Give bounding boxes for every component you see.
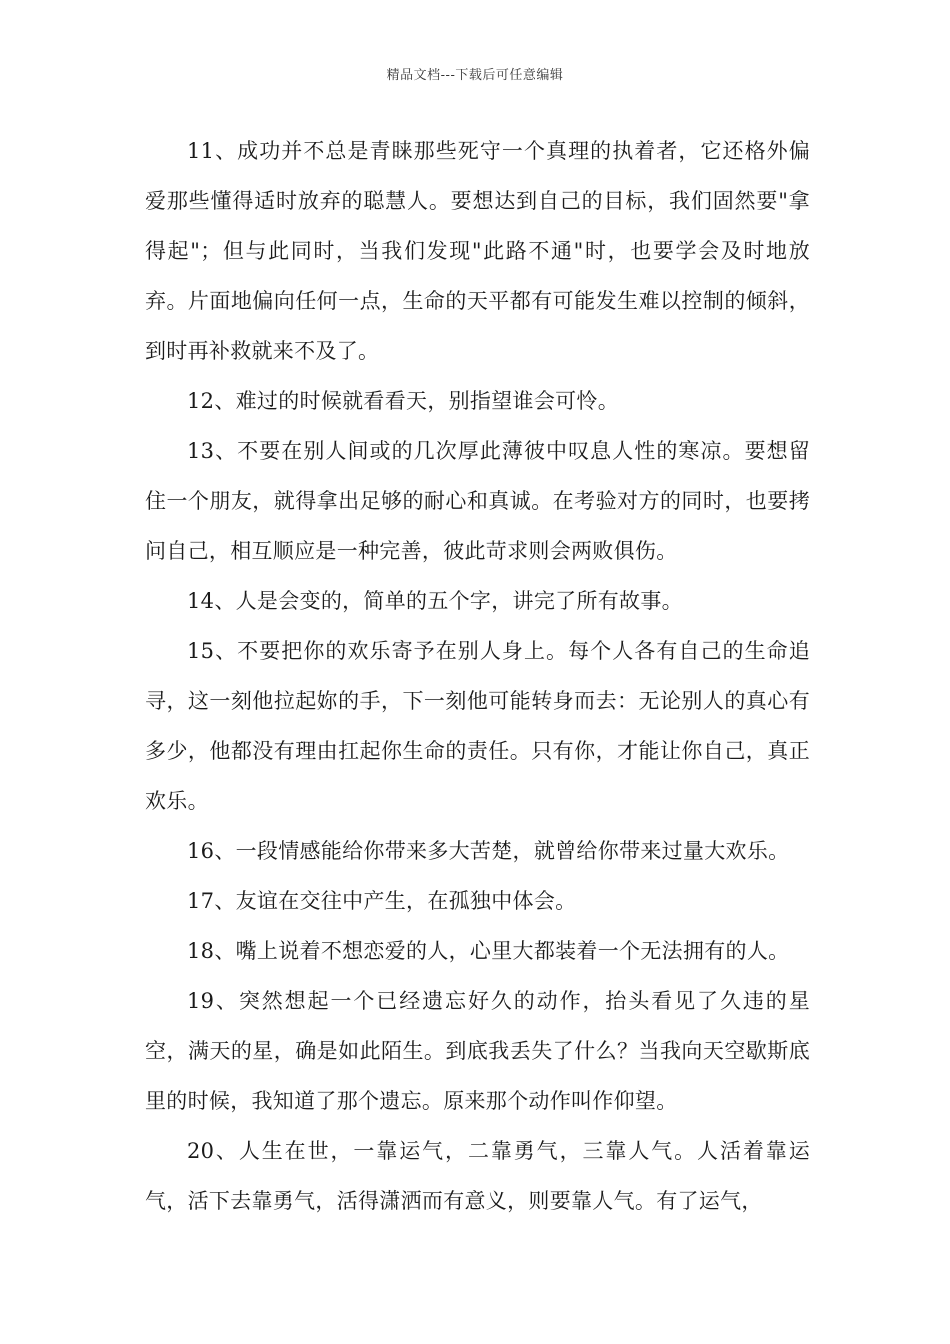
document-body: [145, 126, 810, 1226]
paragraph-11: 11、成功并不总是青睐那些死守一个真理的执着者，它还格外偏爱那些懂得适时放弃的聪慧人。要想达到自己的目标，我们固然要"拿得起"；但与此同时，当我们发现"此路不通"时，也要学会及时地放弃。片面地偏向任何一点，生命的天平都有可能发生难以控制的倾斜，到时再补救就来不及了。: [145, 139, 810, 363]
paragraph-12: 12、难过的时候就看看天，别指望谁会可怜。: [187, 389, 620, 413]
paragraph-19: 19、突然想起一个已经遗忘好久的动作，抬头看见了久违的星空，满天的星，确是如此陌生。到底我丢失了什么？当我向天空歇斯底里的时候，我知道了那个遗忘。原来那个动作叫作仰望。: [145, 989, 810, 1113]
paragraph-20: 20、人生在世，一靠运气，二靠勇气，三靠人气。人活着靠运气，活下去靠勇气，活得潇洒而有意义，则要靠人气。有了运气，: [145, 1139, 810, 1213]
page-header: 精品文档---下载后可任意编辑: [386, 68, 564, 83]
paragraph-16: 16、一段情感能给你带来多大苦楚，就曾给你带来过量大欢乐。: [187, 839, 790, 863]
paragraph-14: 14、人是会变的，简单的五个字，讲完了所有故事。: [187, 589, 683, 613]
paragraph-18: 18、嘴上说着不想恋爱的人，心里大都装着一个无法拥有的人。: [187, 939, 790, 963]
paragraph-17: 17、友谊在交往中产生，在孤独中体会。: [187, 889, 577, 913]
paragraph-15: 15、不要把你的欢乐寄予在别人身上。每个人各有自己的生命追寻，这一刻他拉起妳的手，下一刻他可能转身而去：无论别人的真心有多少，他都没有理由扛起你生命的责任。只有你，才能让你自己，真正欢乐。: [145, 639, 810, 813]
paragraph-13: 13、不要在别人间或的几次厚此薄彼中叹息人性的寒凉。要想留住一个朋友，就得拿出足够的耐心和真诚。在考验对方的同时，也要拷问自己，相互顺应是一种完善，彼此苛求则会两败俱伤。: [145, 439, 810, 563]
